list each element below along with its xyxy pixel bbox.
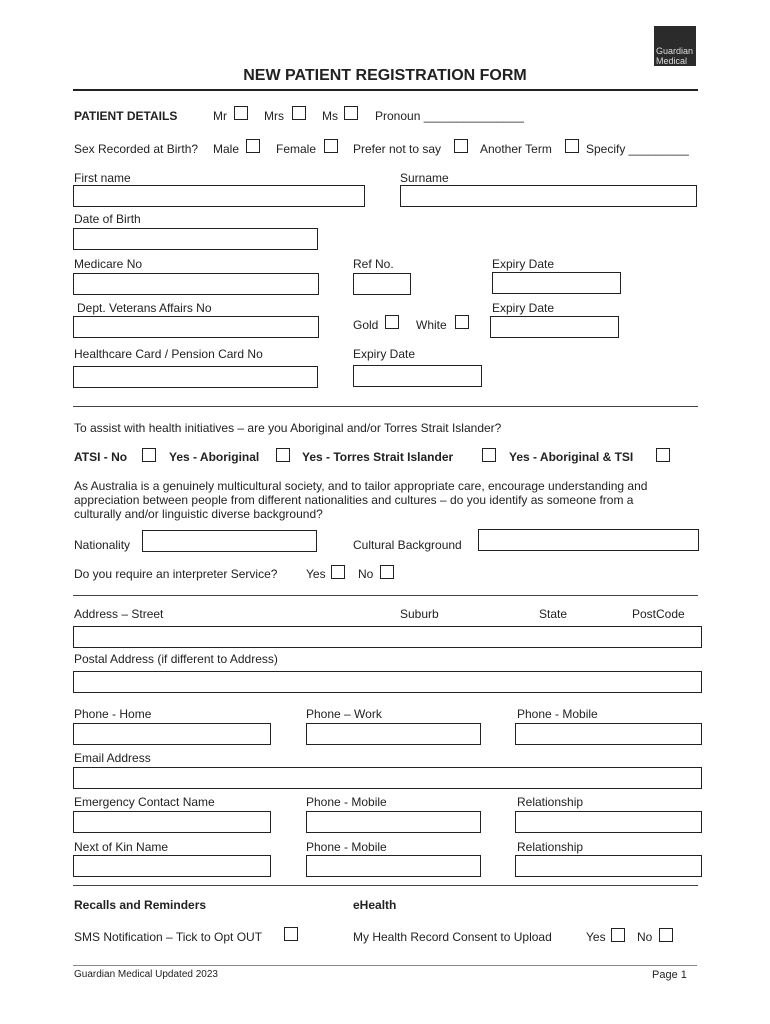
atsi-aboriginal-label: Yes - Aboriginal bbox=[169, 450, 260, 464]
phone-mobile-input[interactable] bbox=[515, 723, 702, 745]
interpreter-no-checkbox[interactable] bbox=[380, 565, 394, 579]
email-label: Email Address bbox=[74, 751, 151, 765]
prefer-not-checkbox[interactable] bbox=[454, 139, 468, 153]
kin-name-input[interactable] bbox=[73, 855, 271, 877]
phone-home-input[interactable] bbox=[73, 723, 271, 745]
female-label: Female bbox=[276, 142, 317, 156]
white-checkbox[interactable] bbox=[455, 315, 469, 329]
first-name-input[interactable] bbox=[73, 185, 365, 207]
cultural-background-label: Cultural Background bbox=[353, 538, 462, 552]
state-label: State bbox=[539, 607, 568, 621]
pronoun-field[interactable]: Pronoun _______________ bbox=[375, 109, 524, 123]
atsi-no-label: ATSI - No bbox=[74, 450, 128, 464]
logo-line1: Guardian bbox=[656, 46, 694, 56]
atsi-both-checkbox[interactable] bbox=[656, 448, 670, 462]
ms-label: Ms bbox=[322, 109, 338, 123]
dob-input[interactable] bbox=[73, 228, 318, 250]
mhr-no-label: No bbox=[637, 930, 653, 944]
phone-work-input[interactable] bbox=[306, 723, 481, 745]
healthcare-expiry-label: Expiry Date bbox=[353, 347, 416, 361]
emergency-name-input[interactable] bbox=[73, 811, 271, 833]
gold-label: Gold bbox=[353, 318, 379, 332]
emergency-name-label: Emergency Contact Name bbox=[74, 795, 215, 809]
interpreter-no-label: No bbox=[358, 567, 374, 581]
dva-label: Dept. Veterans Affairs No bbox=[77, 301, 212, 315]
mr-checkbox[interactable] bbox=[234, 106, 248, 120]
medicare-expiry-input[interactable] bbox=[492, 272, 621, 294]
atsi-no-checkbox[interactable] bbox=[142, 448, 156, 462]
prefer-not-label: Prefer not to say bbox=[353, 142, 442, 156]
section-divider-2 bbox=[73, 595, 698, 596]
section-divider-3 bbox=[73, 885, 698, 886]
atsi-both-label: Yes - Aboriginal & TSI bbox=[509, 450, 634, 464]
another-term-checkbox[interactable] bbox=[565, 139, 579, 153]
specify-field[interactable]: Specify _________ bbox=[586, 142, 689, 156]
surname-input[interactable] bbox=[400, 185, 697, 207]
logo-line2: Medical bbox=[656, 56, 688, 66]
footer-divider bbox=[73, 965, 697, 966]
emergency-mobile-input[interactable] bbox=[306, 811, 481, 833]
page-title: NEW PATIENT REGISTRATION FORM bbox=[243, 67, 527, 84]
healthcare-card-input[interactable] bbox=[73, 366, 318, 388]
emergency-mobile-label: Phone - Mobile bbox=[306, 795, 387, 809]
surname-label: Surname bbox=[400, 171, 449, 185]
atsi-tsi-checkbox[interactable] bbox=[482, 448, 496, 462]
cald-paragraph-line1: As Australia is a genuinely multicultural society, and to tailor appropriate care, encourage understanding and bbox=[74, 479, 648, 493]
cald-paragraph-line2: appreciation between people from different nationalities and cultures – do you identify as someone from a bbox=[74, 493, 634, 507]
mhr-yes-label: Yes bbox=[586, 930, 606, 944]
mrs-label: Mrs bbox=[264, 109, 284, 123]
male-checkbox[interactable] bbox=[246, 139, 260, 153]
address-street-label: Address – Street bbox=[74, 607, 164, 621]
interpreter-yes-label: Yes bbox=[306, 567, 326, 581]
mr-label: Mr bbox=[213, 109, 227, 123]
sex-at-birth-label: Sex Recorded at Birth? bbox=[74, 142, 199, 156]
white-label: White bbox=[416, 318, 447, 332]
atsi-aboriginal-checkbox[interactable] bbox=[276, 448, 290, 462]
nationality-label: Nationality bbox=[74, 538, 131, 552]
cultural-background-input[interactable] bbox=[478, 529, 699, 551]
postal-address-label: Postal Address (if different to Address) bbox=[74, 652, 278, 666]
atsi-tsi-label: Yes - Torres Strait Islander bbox=[302, 450, 454, 464]
medicare-expiry-label: Expiry Date bbox=[492, 257, 555, 271]
footer-updated: Guardian Medical Updated 2023 bbox=[74, 969, 218, 980]
kin-mobile-input[interactable] bbox=[306, 855, 481, 877]
suburb-label: Suburb bbox=[400, 607, 439, 621]
mrs-checkbox[interactable] bbox=[292, 106, 306, 120]
interpreter-label: Do you require an interpreter Service? bbox=[74, 567, 278, 581]
sms-optout-checkbox[interactable] bbox=[284, 927, 298, 941]
address-input[interactable] bbox=[73, 626, 702, 648]
footer-page-number: Page 1 bbox=[652, 969, 687, 981]
postcode-label: PostCode bbox=[632, 607, 685, 621]
recalls-heading: Recalls and Reminders bbox=[74, 898, 207, 912]
mhr-yes-checkbox[interactable] bbox=[611, 928, 625, 942]
gold-checkbox[interactable] bbox=[385, 315, 399, 329]
kin-relationship-input[interactable] bbox=[515, 855, 702, 877]
atsi-question: To assist with health initiatives – are you Aboriginal and/or Torres Strait Islander? bbox=[74, 421, 502, 435]
another-term-label: Another Term bbox=[480, 142, 552, 156]
medicare-input[interactable] bbox=[73, 273, 319, 295]
dva-input[interactable] bbox=[73, 316, 319, 338]
male-label: Male bbox=[213, 142, 240, 156]
kin-relationship-label: Relationship bbox=[517, 840, 584, 854]
healthcare-card-label: Healthcare Card / Pension Card No bbox=[74, 347, 263, 361]
ms-checkbox[interactable] bbox=[344, 106, 358, 120]
section-divider-1 bbox=[73, 406, 698, 407]
medicare-label: Medicare No bbox=[74, 257, 143, 271]
kin-mobile-label: Phone - Mobile bbox=[306, 840, 387, 854]
phone-home-label: Phone - Home bbox=[74, 707, 152, 721]
logo bbox=[654, 26, 696, 66]
kin-name-label: Next of Kin Name bbox=[74, 840, 169, 854]
mhr-consent-label: My Health Record Consent to Upload bbox=[353, 930, 552, 944]
ehealth-heading: eHealth bbox=[353, 898, 397, 912]
first-name-label: First name bbox=[74, 171, 131, 185]
phone-work-label: Phone – Work bbox=[306, 707, 382, 721]
mhr-no-checkbox[interactable] bbox=[659, 928, 673, 942]
title-divider bbox=[73, 89, 698, 91]
email-input[interactable] bbox=[73, 767, 702, 789]
phone-mobile-label: Phone - Mobile bbox=[517, 707, 598, 721]
interpreter-yes-checkbox[interactable] bbox=[331, 565, 345, 579]
emergency-relationship-label: Relationship bbox=[517, 795, 584, 809]
nationality-input[interactable] bbox=[142, 530, 317, 552]
healthcare-expiry-input[interactable] bbox=[353, 365, 482, 387]
female-checkbox[interactable] bbox=[324, 139, 338, 153]
patient-details-heading: PATIENT DETAILS bbox=[74, 109, 178, 123]
dva-expiry-input[interactable] bbox=[490, 316, 619, 338]
postal-address-input[interactable] bbox=[73, 671, 702, 693]
cald-paragraph-line3: culturally and/or linguistic diverse background? bbox=[74, 507, 323, 521]
medicare-ref-input[interactable] bbox=[353, 273, 411, 295]
sms-optout-label: SMS Notification – Tick to Opt OUT bbox=[74, 930, 263, 944]
medicare-ref-label: Ref No. bbox=[353, 257, 394, 271]
dob-label: Date of Birth bbox=[74, 212, 141, 226]
dva-expiry-label: Expiry Date bbox=[492, 301, 555, 315]
emergency-relationship-input[interactable] bbox=[515, 811, 702, 833]
